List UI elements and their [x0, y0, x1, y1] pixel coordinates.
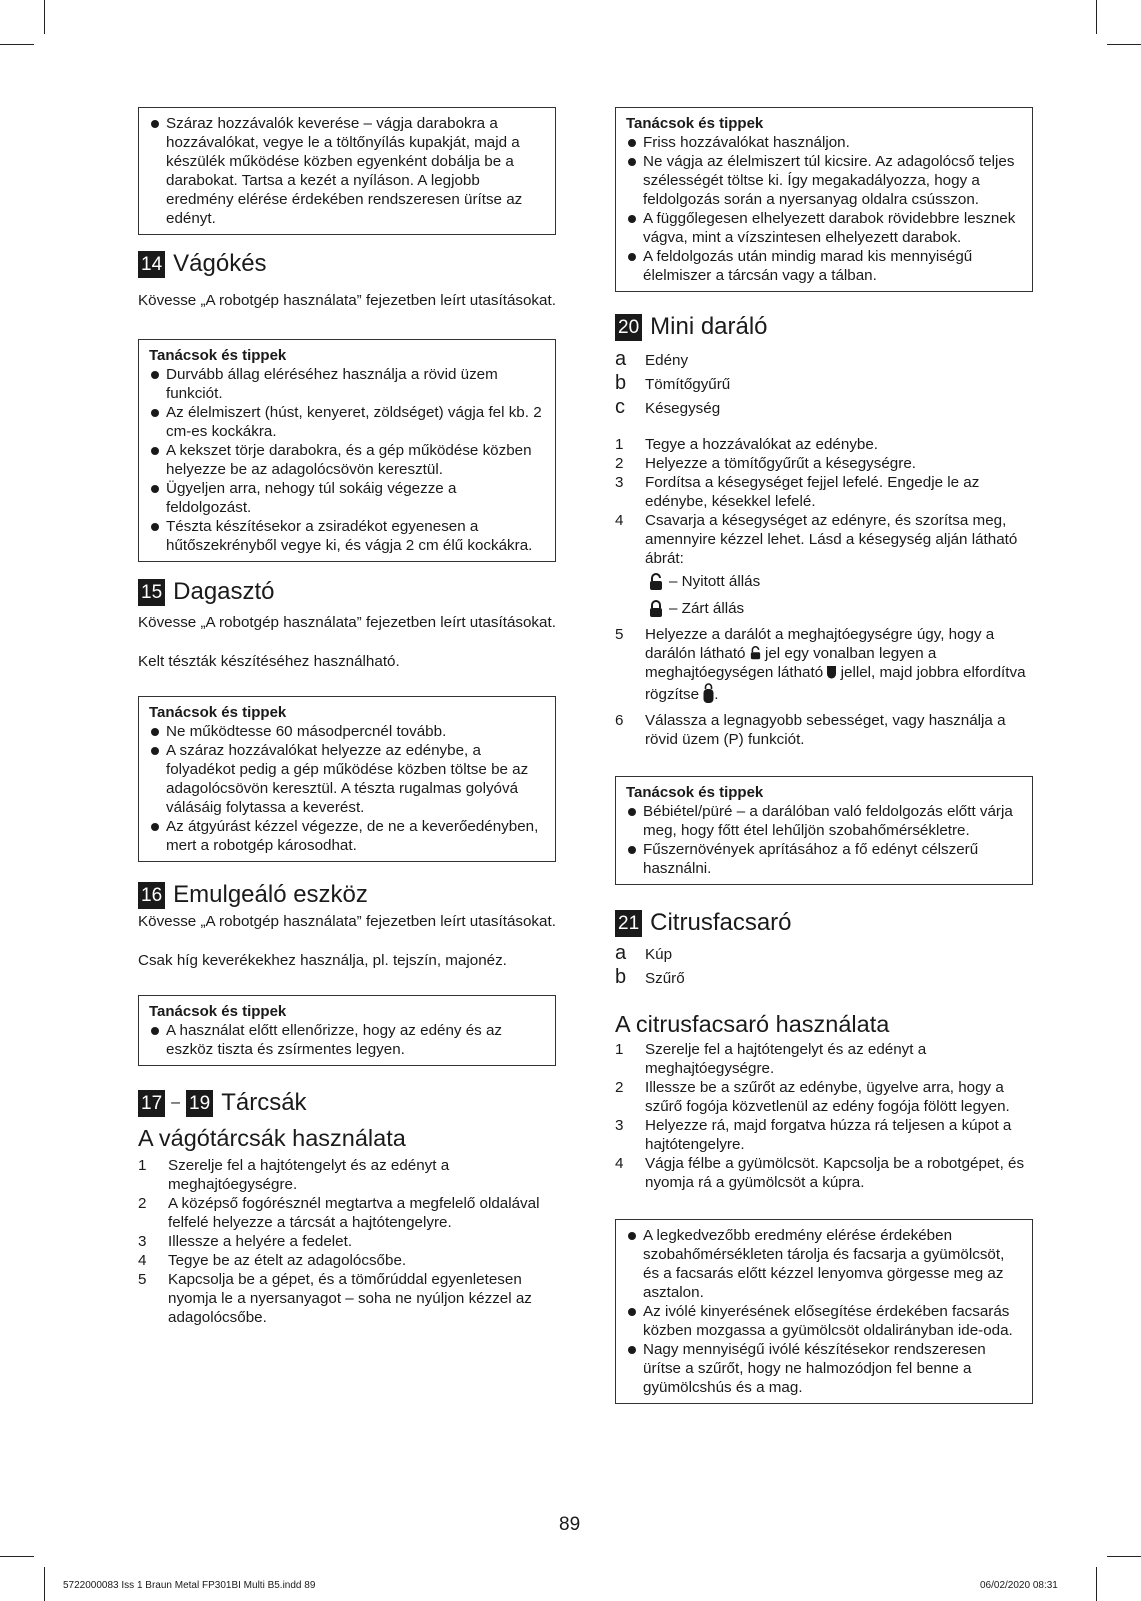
list-item: [615, 942, 1033, 966]
box-title: Tanácsok és tippek: [626, 784, 764, 801]
crop-mark: [1107, 44, 1141, 45]
section-number: 16: [138, 882, 165, 909]
step-text-part: jel egy vonalban legyen a meghajtóegységen látható: [645, 645, 937, 681]
steps-list: [615, 1040, 1033, 1192]
paragraph: Kövesse „A robotgép használata” fejezetben leírt utasításokat.: [138, 913, 556, 930]
step-text-part: .: [714, 686, 719, 703]
list-item: Ne vágja az élelmiszert túl kicsire. Az adagolócső teljes szélességét töltse ki. Így megakadályozza, hogy a feldolgozás során a nyersanyag oldalra csússzon.: [626, 152, 1022, 209]
crop-mark: [0, 44, 34, 45]
tip-box-14: [138, 339, 556, 562]
list-item: Nagy mennyiségű ivólé készítésekor rendszeresen ürítse a szűrőt, hogy ne halmozódjon fel benne a gyümölcshús és a mag.: [626, 1340, 1022, 1397]
list-item: [615, 1154, 1033, 1192]
step-text: [645, 625, 1033, 704]
step-number: 2: [615, 1079, 624, 1096]
part-text: Kúp: [645, 946, 673, 963]
section-title: Emulgeáló eszköz: [173, 881, 368, 908]
list-item: Ne működtesse 60 másodpercnél tovább.: [149, 722, 545, 741]
box-title: Tanácsok és tippek: [149, 1003, 287, 1020]
crop-mark: [1107, 1556, 1141, 1557]
footer-file-info: 5722000083 Iss 1 Braun Metal FP301BI Multi B5.indd 89: [63, 1580, 316, 1591]
list-item: [615, 966, 1033, 990]
steps-list-cont: [615, 711, 1033, 749]
step-number: 4: [615, 1155, 624, 1172]
step-number: 1: [615, 1041, 624, 1058]
section-number: 21: [615, 910, 642, 937]
step-number: 1: [615, 436, 624, 453]
paragraph: Csak híg keverékekhez használja, pl. tejszín, majonéz.: [138, 952, 507, 969]
step-text: Válassza a legnagyobb sebességet, vagy használja a rövid üzem (P) funkciót.: [645, 712, 1006, 748]
section-title: Dagasztó: [173, 578, 275, 605]
list-item: [615, 348, 1033, 372]
step-number: 4: [615, 512, 624, 529]
part-letter: a: [615, 942, 627, 964]
unlock-icon: [750, 646, 761, 660]
list-item: A függőlegesen elhelyezett darabok rövidebbre lesznek vágva, mint a vízszintesen elhelyezett darabok.: [626, 209, 1022, 247]
list-item: [615, 372, 1033, 396]
step-number: 2: [138, 1195, 147, 1212]
list-item: Durvább állag eléréséhez használja a rövid üzem funkciót.: [149, 365, 545, 403]
step-text: Fordítsa a késegységet fejjel lefelé. Engedje le az edénybe, késekkel lefelé.: [645, 474, 980, 510]
list-item: Tészta készítésekor a zsiradékot egyenesen a hűtőszekrényből vegye ki, és vágja 2 cm élű kockákra.: [149, 517, 545, 555]
lock-icon: [649, 600, 663, 618]
tip-box-20: [615, 776, 1033, 885]
tip-box-16: [138, 995, 556, 1066]
section-title: Vágókés: [173, 250, 267, 277]
open-position-label: – Nyitott állás: [669, 573, 761, 590]
list-item: Az ivólé kinyerésének elősegítése érdekében facsarás közben mozgassa a gyümölcsöt oldalirányban ide-oda.: [626, 1302, 1022, 1340]
list-item: Az élelmiszert (húst, kenyeret, zöldséget) vágja fel kb. 2 cm-es kockákra.: [149, 403, 545, 441]
list-item: [138, 1194, 556, 1232]
subheading: A citrusfacsaró használata: [615, 1011, 890, 1037]
step-number: 2: [615, 455, 624, 472]
steps-list: [138, 1156, 556, 1327]
step-text: Szerelje fel a hajtótengelyt és az edényt a meghajtóegységre.: [168, 1157, 450, 1193]
section-title: Tárcsák: [221, 1089, 307, 1116]
step-number: 1: [138, 1157, 147, 1174]
tip-box-21: [615, 1219, 1033, 1404]
step-text: Kapcsolja be a gépet, és a tömőrúddal egyenletesen nyomja le a nyersanyagot – soha ne nyúljon kézzel az adagolócsőbe.: [168, 1271, 532, 1326]
paragraph: Kelt tészták készítéséhez használható.: [138, 653, 400, 670]
parts-list: [615, 942, 1033, 990]
section-number: 14: [138, 251, 165, 278]
list-item: [615, 1078, 1033, 1116]
list-item: Az átgyúrást kézzel végezze, de ne a keverőedényben, mert a robotgép károsodhat.: [149, 817, 545, 855]
page-number: 89: [559, 1514, 581, 1535]
step-text: Illessze be a szűrőt az edénybe, ügyelve arra, hogy a szűrő fogója közvetlenül az edény fogója fölött legyen.: [645, 1079, 1010, 1115]
paragraph: Kövesse „A robotgép használata” fejezetben leírt utasításokat.: [138, 292, 556, 309]
section-number: 17: [138, 1090, 165, 1117]
list-item: Száraz hozzávalók keverése – vágja darabokra a hozzávalókat, vegye le a töltőnyílás kupakját, majd a készülék működése közben egyenként dobálja be a darabokat. Tartsa a kezét a nyíláson. A legjobb eredmény elérése érdekében rendszeresen ürítse az edényt.: [149, 114, 545, 228]
step-text: Csavarja a késegységet az edényre, és szorítsa meg, amennyire kézzel lehet. Lásd a késegység alján látható ábrát:: [645, 512, 1018, 567]
list-item: [615, 625, 1033, 704]
right-column: [615, 107, 1033, 1404]
section-title: Mini daráló: [650, 313, 768, 340]
tip-box-dry: [138, 107, 556, 235]
crop-mark: [0, 1556, 34, 1557]
paragraph: Kövesse „A robotgép használata” fejezetben leírt utasításokat.: [138, 614, 556, 631]
list-item: [138, 1251, 556, 1270]
list-item: A kekszet törje darabokra, és a gép működése közben helyezze be az adagolócsövön keresztül.: [149, 441, 545, 479]
list-item: [615, 511, 1033, 568]
closed-lock-row: [615, 595, 1033, 622]
step-text: Vágja félbe a gyümölcsöt. Kapcsolja be a robotgépet, és nyomja rá a gyümölcsöt a kúpra.: [645, 1155, 1025, 1191]
step-number: 5: [615, 626, 624, 643]
unlock-icon: [649, 573, 663, 591]
section-number: 20: [615, 314, 642, 341]
list-item: Bébiétel/püré – a darálóban való feldolgozás előtt várja meg, hogy főtt étel lehűljön szobahőmérsékletre.: [626, 802, 1022, 840]
list-item: [615, 396, 1033, 420]
box-title: Tanácsok és tippek: [626, 115, 764, 132]
range-dash: –: [171, 1094, 181, 1111]
lock-icon: [703, 682, 714, 704]
subheading: A vágótárcsák használata: [138, 1125, 406, 1151]
step-number: 3: [615, 1117, 624, 1134]
section-heading-21: [615, 908, 1033, 938]
step-text-part: jellel, majd jobbra elfordítva rögzítse: [645, 664, 1026, 703]
list-item: Fűszernövények aprításához a fő edényt célszerű használni.: [626, 840, 1022, 878]
list-item: [615, 1116, 1033, 1154]
list-item: [615, 473, 1033, 511]
part-text: Késegység: [645, 400, 721, 417]
step-number: 4: [138, 1252, 147, 1269]
section-heading-15: [138, 577, 556, 607]
crop-mark: [1096, 1567, 1097, 1601]
closed-position-label: – Zárt állás: [669, 600, 745, 617]
left-column: [138, 107, 556, 1327]
list-item: A legkedvezőbb eredmény elérése érdekében szobahőmérsékleten tárolja és facsarja a gyümölcsöt, és a facsarás előtt kézzel lenyomva görgesse meg az asztalon.: [626, 1226, 1022, 1302]
part-letter: c: [615, 396, 625, 418]
section-title: Citrusfacsaró: [650, 909, 792, 936]
marker-icon: [827, 666, 836, 679]
section-number: 19: [186, 1090, 213, 1117]
crop-mark: [44, 0, 45, 34]
footer-date: 06/02/2020 08:31: [980, 1580, 1058, 1591]
steps-list: [615, 435, 1033, 568]
part-letter: b: [615, 372, 627, 394]
section-heading-20: [615, 312, 1033, 342]
list-item: A feldolgozás után mindig marad kis mennyiségű élelmiszer a tárcsán vagy a tálban.: [626, 247, 1022, 285]
step-number: 6: [615, 712, 624, 729]
crop-mark: [44, 1567, 45, 1601]
step-text: Illessze a helyére a fedelet.: [168, 1233, 353, 1250]
part-letter: a: [615, 348, 627, 370]
part-text: Edény: [645, 352, 689, 369]
part-letter: b: [615, 966, 627, 988]
step-number: 3: [138, 1233, 147, 1250]
step-text: A középső fogórésznél megtartva a megfelelő oldalával felfelé helyezze a tárcsát a hajtótengelyre.: [168, 1195, 540, 1231]
list-item: Ügyeljen arra, nehogy túl sokáig végezze a feldolgozást.: [149, 479, 545, 517]
part-text: Tömítőgyűrű: [645, 376, 731, 393]
step-text: Tegye be az ételt az adagolócsőbe.: [168, 1252, 407, 1269]
parts-list: [615, 348, 1033, 420]
list-item: A száraz hozzávalókat helyezze az edénybe, a folyadékot pedig a gép működése közben töltse be az adagolócsövön keresztül. A tészta rugalmas golyóvá válásáig folytassa a keverést.: [149, 741, 545, 817]
step-text-part: Helyezze a darálót a meghajtóegységre úgy, hogy a darálón látható: [645, 626, 995, 662]
crop-mark: [1096, 0, 1097, 34]
step-number: 3: [615, 474, 624, 491]
list-item: [138, 1232, 556, 1251]
box-title: Tanácsok és tippek: [149, 704, 287, 721]
step-text: Helyezze a tömítőgyűrűt a késegységre.: [645, 455, 916, 472]
step-text: Helyezze rá, majd forgatva húzza rá teljesen a kúpot a hajtótengelyre.: [645, 1117, 1012, 1153]
section-heading-16: [138, 880, 556, 910]
step-text: Tegye a hozzávalókat az edénybe.: [645, 436, 879, 453]
list-item: [138, 1156, 556, 1194]
list-item: [615, 711, 1033, 749]
tip-box-15: [138, 696, 556, 862]
box-title: Tanácsok és tippek: [149, 347, 287, 364]
tip-box-slicing: [615, 107, 1033, 292]
section-heading-17-19: [138, 1088, 556, 1118]
section-number: 15: [138, 579, 165, 606]
list-item: A használat előtt ellenőrizze, hogy az edény és az eszköz tiszta és zsírmentes legyen.: [149, 1021, 545, 1059]
step-text: Szerelje fel a hajtótengelyt és az edényt a meghajtóegységre.: [645, 1041, 927, 1077]
list-item: [615, 435, 1033, 454]
step-number: 5: [138, 1271, 147, 1288]
list-item: Friss hozzávalókat használjon.: [626, 133, 1022, 152]
part-text: Szűrő: [645, 970, 685, 987]
list-item: [138, 1270, 556, 1327]
list-item: [615, 454, 1033, 473]
steps-list-cont: [615, 625, 1033, 704]
list-item: [615, 1040, 1033, 1078]
section-heading-14: [138, 249, 556, 279]
open-lock-row: [615, 568, 1033, 595]
